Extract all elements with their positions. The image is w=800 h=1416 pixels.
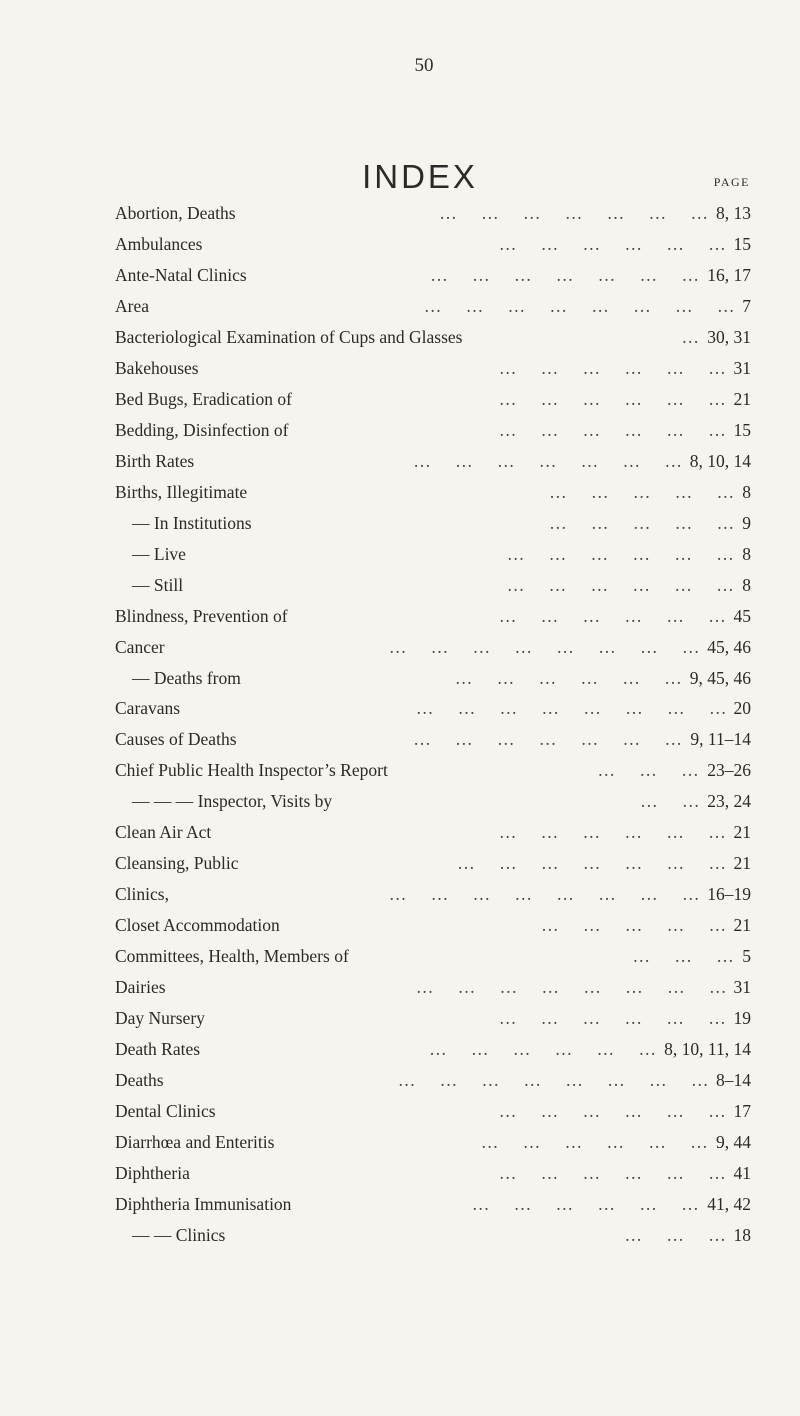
index-entry [115, 200, 751, 231]
index-entry-pages: 5 [742, 946, 751, 967]
index-entry-pages: 20 [733, 698, 751, 719]
index-entry-label: — In Institutions [132, 512, 252, 533]
index-entry [115, 231, 751, 262]
dot-leader: … … … … … … … … [397, 1070, 709, 1091]
index-entry-pages: 19 [733, 1008, 751, 1029]
index-entry-label: Births, Illegitimate [115, 481, 248, 502]
index-entry-label: Ante-Natal Clinics [115, 264, 247, 285]
dot-leader: … … … … … … … … [415, 698, 727, 719]
index-entry-label: Chief Public Health Inspector’s Report [115, 760, 388, 781]
index-entry-label: Dairies [115, 977, 166, 998]
index-entry-pages: 21 [733, 388, 751, 409]
dot-leader: … … … … … … … [430, 264, 699, 285]
dot-leader: … … … [597, 760, 699, 781]
dot-leader: … … … … … … [506, 543, 734, 564]
index-entry-label: Death Rates [115, 1039, 201, 1060]
index-entry-pages: 30, 31 [707, 326, 751, 347]
index-entry-pages: 21 [733, 822, 751, 843]
index-entry-label: Bacteriological Examination of Cups and Glasses [115, 326, 463, 347]
index-entry-label: Dental Clinics [115, 1101, 216, 1122]
dot-leader: … … … … … … … [439, 202, 708, 223]
page-column-header: PAGE [713, 175, 750, 189]
index-entry-label: Closet Accommodation [115, 915, 280, 936]
index-entry [115, 1005, 751, 1036]
index-entry [115, 603, 751, 634]
index-entry-label: Causes of Deaths [115, 729, 237, 750]
index-entry-pages: 15 [733, 233, 751, 254]
index-entry-pages: 16, 17 [707, 264, 751, 285]
index-entry-label: Committees, Health, Members of [115, 946, 349, 967]
index-entry-label: Clean Air Act [115, 822, 212, 843]
index-entry [115, 386, 751, 417]
index-entry [115, 1160, 751, 1191]
index-entry-pages: 31 [733, 977, 751, 998]
index-entry-label: — — — Inspector, Visits by [132, 791, 333, 812]
index-entry-label: Caravans [115, 698, 181, 719]
index-title: INDEX [362, 158, 478, 196]
index-entry [115, 510, 751, 541]
index-entry-label: Cleansing, Public [115, 853, 239, 874]
dot-leader: … … … … … [541, 915, 727, 936]
dot-leader: … … … … … … … [413, 450, 682, 471]
dot-leader: … … … … … … [471, 1193, 699, 1214]
dot-leader: … … … … … … [498, 1101, 726, 1122]
index-entry-pages: 21 [733, 853, 751, 874]
dot-leader: … … … … … … [498, 357, 726, 378]
index-entry-pages: 21 [733, 915, 751, 936]
index-entry-pages: 9, 11–14 [690, 729, 751, 750]
dot-leader: … … … … … … … [413, 729, 682, 750]
index-entry-pages: 8 [742, 481, 751, 502]
index-entry [115, 912, 751, 943]
index-entry [115, 974, 751, 1005]
index-entry [115, 355, 751, 386]
index-entry [115, 757, 751, 788]
index-entry [115, 448, 751, 479]
index-entry-label: Day Nursery [115, 1008, 205, 1029]
index-entry-pages: 15 [733, 419, 751, 440]
index-entry [115, 479, 751, 510]
index-entry-label: Birth Rates [115, 450, 195, 471]
index-entry-pages: 41, 42 [707, 1193, 751, 1214]
dot-leader: … … … … … … [498, 605, 726, 626]
index-entry-pages: 8–14 [716, 1070, 751, 1091]
index-entry-pages: 18 [733, 1224, 751, 1245]
index-entry-pages: 9, 44 [716, 1132, 751, 1153]
index-entry-pages: 17 [733, 1101, 751, 1122]
index-entry [115, 1067, 751, 1098]
index-entries [115, 200, 751, 1253]
index-entry [115, 850, 751, 881]
index-entry-pages: 23–26 [707, 760, 751, 781]
dot-leader: … … … … … … [506, 574, 734, 595]
index-entry-pages: 31 [733, 357, 751, 378]
index-entry [115, 1222, 751, 1253]
dot-leader: … … [640, 791, 700, 812]
index-entry-label: — Live [132, 543, 186, 564]
dot-leader: … … … … … [549, 481, 735, 502]
index-entry-pages: 45, 46 [707, 636, 751, 657]
dot-leader: … … … … … … … … [388, 636, 700, 657]
index-entry-pages: 9 [742, 512, 751, 533]
index-entry [115, 788, 751, 819]
index-entry [115, 634, 751, 665]
index-entry-pages: 23, 24 [707, 791, 751, 812]
index-entry [115, 1036, 751, 1067]
dot-leader: … … … … … … [480, 1132, 708, 1153]
index-entry-pages: 8, 10, 11, 14 [664, 1039, 751, 1060]
index-entry [115, 1191, 751, 1222]
index-entry [115, 293, 751, 324]
dot-leader: … … … … … … [429, 1039, 656, 1060]
index-entry [115, 417, 751, 448]
index-entry [115, 819, 751, 850]
dot-leader: … … … … … … [498, 1163, 726, 1183]
index-entry-label: Diarrhœa and Enteritis [115, 1132, 275, 1153]
index-entry-pages: 9, 45, 46 [689, 667, 751, 688]
index-entry-pages: 41 [733, 1163, 751, 1183]
index-entry-pages: 16–19 [707, 884, 751, 905]
index-entry [115, 1129, 751, 1160]
dot-leader: … … … … … … [498, 822, 726, 843]
index-entry [115, 665, 751, 696]
dot-leader: … … … … … [549, 512, 735, 533]
dot-leader: … … … … … … [498, 233, 726, 254]
dot-leader: … … … … … … … … [423, 295, 735, 316]
index-entry-label: Diphtheria Immunisation [115, 1193, 292, 1214]
index-entry-pages: 8 [742, 543, 751, 564]
index-entry-label: Area [115, 295, 150, 316]
index-entry-label: Ambulances [115, 233, 203, 254]
index-entry-pages: 7 [742, 295, 751, 316]
index-entry-pages: 8 [742, 574, 751, 595]
index-entry-label: Abortion, Deaths [115, 202, 236, 223]
index-entry-pages: 45 [733, 605, 751, 626]
index-entry [115, 726, 751, 757]
index-entry-label: Diphtheria [115, 1163, 190, 1183]
index-entry-label: — Deaths from [132, 667, 241, 688]
index-entry [115, 572, 751, 603]
page-number: 50 [414, 55, 434, 76]
index-entry-label: Bakehouses [115, 357, 199, 378]
index-entry-label: Bedding, Disinfection of [115, 419, 289, 440]
dot-leader: … … … … … … … … [388, 884, 700, 905]
dot-leader: … … … … … … [498, 388, 726, 409]
dot-leader: … … … [624, 1224, 726, 1245]
dot-leader: … … … [632, 946, 734, 967]
index-entry-label: Clinics, [115, 884, 169, 905]
index-entry [115, 262, 751, 293]
index-entry-label: — Still [132, 574, 184, 595]
dot-leader: … … … … … … … [457, 853, 726, 874]
index-entry-label: — — Clinics [132, 1224, 226, 1245]
index-entry [115, 696, 751, 727]
index-entry-label: Blindness, Prevention of [115, 605, 288, 626]
index-entry [115, 541, 751, 572]
index-entry [115, 1098, 751, 1129]
index-entry [115, 943, 751, 974]
index-entry-label: Bed Bugs, Eradication of [115, 388, 292, 409]
dot-leader: … … … … … … [454, 667, 682, 688]
dot-leader: … … … … … … [498, 419, 726, 440]
index-entry-pages: 8, 10, 14 [689, 450, 751, 471]
index-entry-label: Deaths [115, 1070, 164, 1091]
dot-leader: … … … … … … … … [415, 977, 727, 998]
dot-leader: … [681, 326, 700, 347]
index-entry [115, 324, 751, 355]
dot-leader: … … … … … … [498, 1008, 726, 1029]
index-entry-pages: 8, 13 [716, 202, 751, 223]
index-entry [115, 881, 751, 912]
index-entry-label: Cancer [115, 636, 165, 657]
